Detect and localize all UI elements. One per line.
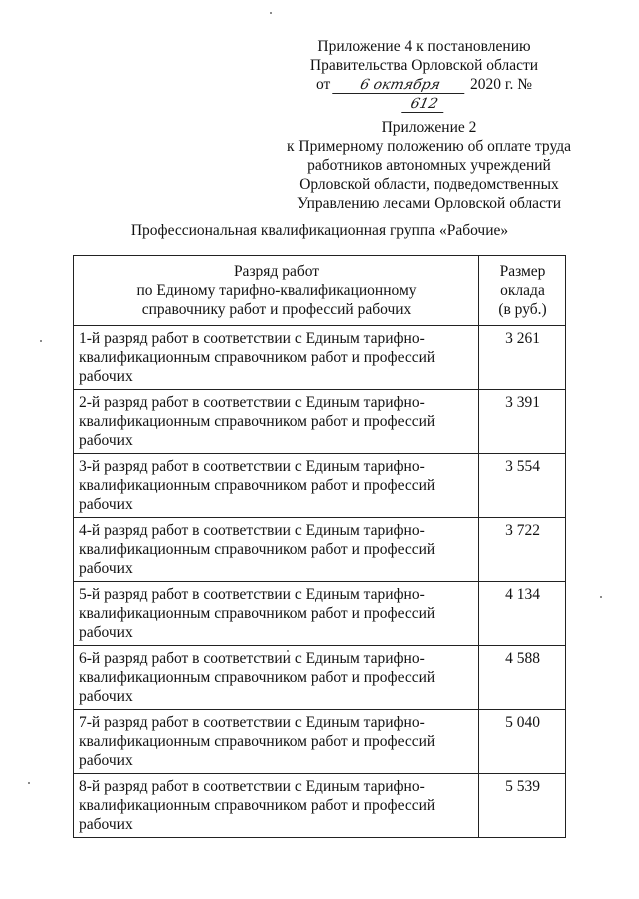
table-row [74, 774, 566, 838]
header-grade [74, 256, 479, 326]
grade-text: 8-й разряд работ в соответствии с Единым тарифно- [79, 778, 425, 795]
handwritten-number: 612 [401, 96, 447, 113]
grade-text: квалификационным справочником работ и профессий [79, 413, 436, 430]
scan-speck [28, 782, 30, 784]
table-row [74, 646, 566, 710]
header-salary-line: (в руб.) [498, 301, 547, 318]
table-row [74, 454, 566, 518]
salary-cell: 4 588 [479, 646, 566, 710]
grade-cell [74, 774, 479, 838]
appendix-line: Орловской области, подведомственных [299, 176, 559, 193]
date-prefix: от [315, 76, 331, 93]
grade-text: рабочих [79, 368, 133, 385]
grade-text: квалификационным справочником работ и профессий [79, 541, 436, 558]
grade-text: рабочих [79, 432, 133, 449]
table-header-row [74, 256, 566, 326]
grade-text: рабочих [79, 688, 133, 705]
table-row [74, 582, 566, 646]
document-title: Профессиональная квалификационная группа «Рабочие» [130, 222, 509, 239]
grade-text: квалификационным справочником работ и профессий [79, 605, 436, 622]
grade-text: квалификационным справочником работ и профессий [79, 477, 436, 494]
grade-text: 4-й разряд работ в соответствии с Единым тарифно- [79, 522, 425, 539]
grade-cell [74, 710, 479, 774]
grade-cell [74, 454, 479, 518]
grade-text: 2-й разряд работ в соответствии с Единым тарифно- [79, 394, 425, 411]
header-grade-line: по Единому тарифно-квалификационному [136, 282, 417, 299]
grade-text: квалификационным справочником работ и профессий [79, 797, 436, 814]
grade-text: квалификационным справочником работ и профессий [79, 733, 436, 750]
decree-line-2: Правительства Орловской области [309, 57, 539, 74]
salary-cell: 5 040 [479, 710, 566, 774]
grade-cell [74, 390, 479, 454]
header-grade-line: справочнику работ и профессий рабочих [141, 301, 412, 318]
header-grade-line: Разряд работ [233, 263, 320, 280]
scan-speck [270, 12, 272, 14]
table-row [74, 518, 566, 582]
table-row [74, 710, 566, 774]
appendix-line: работников автономных учреждений [307, 157, 551, 174]
header-salary-line: Размер [499, 263, 546, 280]
grade-text: 3-й разряд работ в соответствии с Единым тарифно- [79, 458, 425, 475]
decree-line-1: Приложение 4 к постановлению [317, 38, 531, 55]
grade-text: рабочих [79, 816, 133, 833]
salary-table [73, 255, 566, 838]
grade-cell [74, 646, 479, 710]
grade-text: 5-й разряд работ в соответствии с Единым тарифно- [79, 586, 425, 603]
grade-text: рабочих [79, 560, 133, 577]
salary-cell: 3 261 [479, 326, 566, 390]
grade-text: рабочих [79, 496, 133, 513]
salary-cell: 4 134 [479, 582, 566, 646]
grade-text: 1-й разряд работ в соответствии с Единым тарифно- [79, 330, 425, 347]
decree-header [295, 37, 553, 113]
decree-date-line [295, 75, 553, 113]
year-and-number-label: 2020 г. № [470, 76, 533, 93]
scan-speck [40, 340, 42, 342]
grade-text: рабочих [79, 752, 133, 769]
header-salary [479, 256, 566, 326]
scan-speck [600, 596, 602, 598]
grade-cell [74, 326, 479, 390]
grade-cell [74, 582, 479, 646]
grade-text: квалификационным справочником работ и профессий [79, 349, 436, 366]
grade-cell [74, 518, 479, 582]
appendix-line: к Примерному положению об оплате труда [287, 138, 571, 155]
salary-cell: 3 722 [479, 518, 566, 582]
salary-cell: 5 539 [479, 774, 566, 838]
grade-text: 6-й разряд работ в соответствии с Единым тарифно- [79, 650, 425, 667]
grade-text: квалификационным справочником работ и профессий [79, 669, 436, 686]
grade-text: 7-й разряд работ в соответствии с Единым тарифно- [79, 714, 425, 731]
table-row [74, 390, 566, 454]
header-salary-line: оклада [500, 282, 545, 299]
appendix-header [268, 118, 590, 213]
salary-cell: 3 554 [479, 454, 566, 518]
grade-text: рабочих [79, 624, 133, 641]
handwritten-date: 6 октября [332, 77, 468, 94]
appendix-line: Приложение 2 [381, 119, 477, 136]
salary-cell: 3 391 [479, 390, 566, 454]
appendix-line: Управлению лесами Орловской области [296, 195, 562, 212]
table-row [74, 326, 566, 390]
